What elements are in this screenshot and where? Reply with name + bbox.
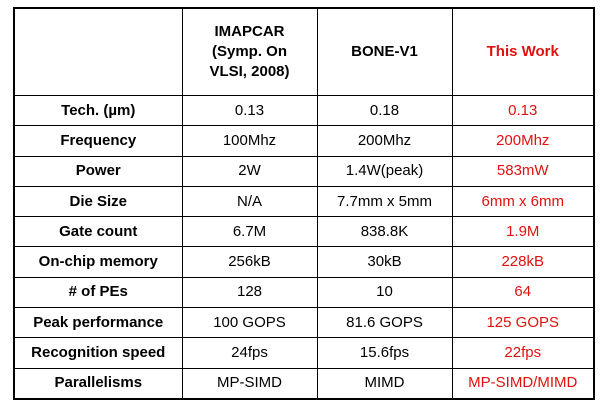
cell-imapcar: MP-SIMD bbox=[182, 368, 317, 399]
cell-this-work: 228kB bbox=[452, 247, 594, 277]
table-row bbox=[14, 368, 594, 399]
column-header-line: This Work bbox=[486, 43, 559, 60]
column-header-line: VLSI, 2008) bbox=[209, 63, 290, 80]
row-label: On-chip memory bbox=[14, 247, 182, 277]
table-row bbox=[14, 277, 594, 307]
cell-bone-v1: 0.18 bbox=[317, 96, 452, 126]
row-label: Power bbox=[14, 156, 182, 186]
table-row bbox=[14, 126, 594, 156]
column-header-bone-v1 bbox=[317, 8, 452, 96]
cell-imapcar: 128 bbox=[182, 277, 317, 307]
table-body bbox=[14, 96, 594, 399]
cell-bone-v1: 81.6 GOPS bbox=[317, 308, 452, 338]
cell-this-work: 64 bbox=[452, 277, 594, 307]
cell-bone-v1: 15.6fps bbox=[317, 338, 452, 368]
column-header-line: IMAPCAR bbox=[214, 23, 285, 40]
row-label: Frequency bbox=[14, 126, 182, 156]
table-row bbox=[14, 338, 594, 368]
cell-imapcar: 6.7M bbox=[182, 217, 317, 247]
table-row bbox=[14, 186, 594, 216]
cell-imapcar: 24fps bbox=[182, 338, 317, 368]
cell-this-work: MP-SIMD/MIMD bbox=[452, 368, 594, 399]
cell-bone-v1: 7.7mm x 5mm bbox=[317, 186, 452, 216]
cell-imapcar: 0.13 bbox=[182, 96, 317, 126]
table-header-row bbox=[14, 8, 594, 96]
cell-imapcar: 100Mhz bbox=[182, 126, 317, 156]
row-label: Parallelisms bbox=[14, 368, 182, 399]
table-row bbox=[14, 156, 594, 186]
table-row bbox=[14, 217, 594, 247]
cell-this-work: 0.13 bbox=[452, 96, 594, 126]
cell-imapcar: 256kB bbox=[182, 247, 317, 277]
row-label: Die Size bbox=[14, 186, 182, 216]
column-header-this-work bbox=[452, 8, 594, 96]
cell-this-work: 6mm x 6mm bbox=[452, 186, 594, 216]
column-header-line: (Symp. On bbox=[211, 43, 287, 60]
cell-bone-v1: 838.8K bbox=[317, 217, 452, 247]
cell-imapcar: 100 GOPS bbox=[182, 308, 317, 338]
cell-this-work: 583mW bbox=[452, 156, 594, 186]
row-label: Gate count bbox=[14, 217, 182, 247]
row-label: Tech. (µm) bbox=[14, 96, 182, 126]
corner-header bbox=[14, 8, 182, 96]
row-label: # of PEs bbox=[14, 277, 182, 307]
cell-bone-v1: MIMD bbox=[317, 368, 452, 399]
table-row bbox=[14, 247, 594, 277]
comparison-table bbox=[13, 7, 595, 400]
column-header-imapcar bbox=[182, 8, 317, 96]
table-row bbox=[14, 96, 594, 126]
row-label: Peak performance bbox=[14, 308, 182, 338]
cell-bone-v1: 200Mhz bbox=[317, 126, 452, 156]
cell-this-work: 200Mhz bbox=[452, 126, 594, 156]
column-header-line: BONE-V1 bbox=[351, 43, 418, 60]
cell-imapcar: N/A bbox=[182, 186, 317, 216]
row-label: Recognition speed bbox=[14, 338, 182, 368]
cell-bone-v1: 30kB bbox=[317, 247, 452, 277]
cell-this-work: 22fps bbox=[452, 338, 594, 368]
cell-imapcar: 2W bbox=[182, 156, 317, 186]
cell-this-work: 125 GOPS bbox=[452, 308, 594, 338]
cell-this-work: 1.9M bbox=[452, 217, 594, 247]
table-row bbox=[14, 308, 594, 338]
cell-bone-v1: 1.4W(peak) bbox=[317, 156, 452, 186]
cell-bone-v1: 10 bbox=[317, 277, 452, 307]
